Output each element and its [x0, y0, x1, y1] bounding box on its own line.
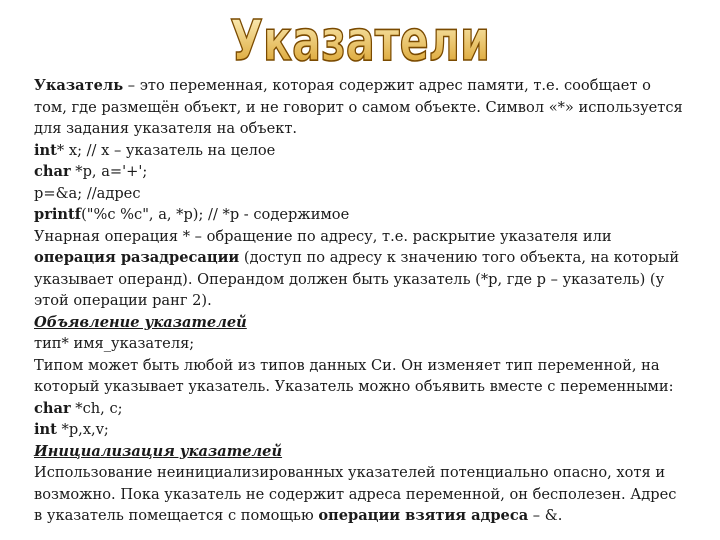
code-text: *p, a='+';	[70, 163, 148, 180]
keyword-printf: printf	[34, 206, 82, 223]
slide-title-art	[0, 6, 720, 68]
slide-body	[34, 75, 684, 527]
keyword-int: int	[34, 141, 57, 159]
code-text: * x; // x – указатель на целое	[56, 141, 276, 159]
decl-syntax: тип* имя_указателя;	[34, 335, 195, 352]
init-heading: Инициализация указателей	[34, 442, 283, 460]
intro-text: – это переменная, которая содержит адрес памяти, т.е. сообщает о том, где размещён объект, и не говорит о самом объекте. Символ «*» используется для задания указателя на объект.	[34, 77, 683, 137]
decl-code-line-2	[34, 419, 684, 441]
init-text: Использование неинициализированных указателей потенциально опасно, хотя и возможно. Пока указатель не содержит адреса переменной, он бесполезен. Адрес в указатель помещается с помощью	[34, 464, 677, 524]
decl-code-line-1	[34, 398, 684, 420]
unary-text: Унарная операция * – обращение по адресу, т.е. раскрытие указателя или	[34, 227, 612, 245]
intro-term: Указатель	[34, 77, 124, 94]
code-text: *p,x,v;	[56, 421, 109, 438]
code-line-1	[34, 140, 684, 162]
decl-heading: Объявление указателей	[34, 313, 247, 331]
slide-title: Указатели	[230, 9, 490, 68]
keyword-char: char	[34, 399, 71, 417]
code-text: *ch, c;	[70, 399, 123, 417]
unary-text: (доступ по адресу к значению того объекта, на который указывает операнд). Операндом должен быть указатель (*p, где p – указатель) (у этой операции ранг 2).	[34, 249, 680, 309]
decl-paragraph: Типом может быть любой из типов данных Си. Он изменяет тип переменной, на который указывает указатель. Указатель можно объявить вместе с переменными:	[34, 356, 674, 395]
unary-term: операция разадресации	[34, 249, 240, 266]
code-line-2	[34, 161, 684, 183]
unary-paragraph	[34, 226, 684, 312]
slide-title-banner	[0, 6, 720, 68]
code-line-3: p=&a; //адрес	[34, 184, 141, 202]
keyword-int: int	[34, 421, 57, 438]
init-text: – &.	[528, 507, 563, 524]
init-term: операции взятия адреса	[318, 507, 529, 524]
intro-paragraph	[34, 75, 684, 140]
keyword-char: char	[34, 163, 71, 180]
init-paragraph	[34, 462, 684, 527]
code-text: ("%c %c", a, *p); // *p - содержимое	[81, 206, 350, 223]
code-line-4	[34, 204, 684, 226]
